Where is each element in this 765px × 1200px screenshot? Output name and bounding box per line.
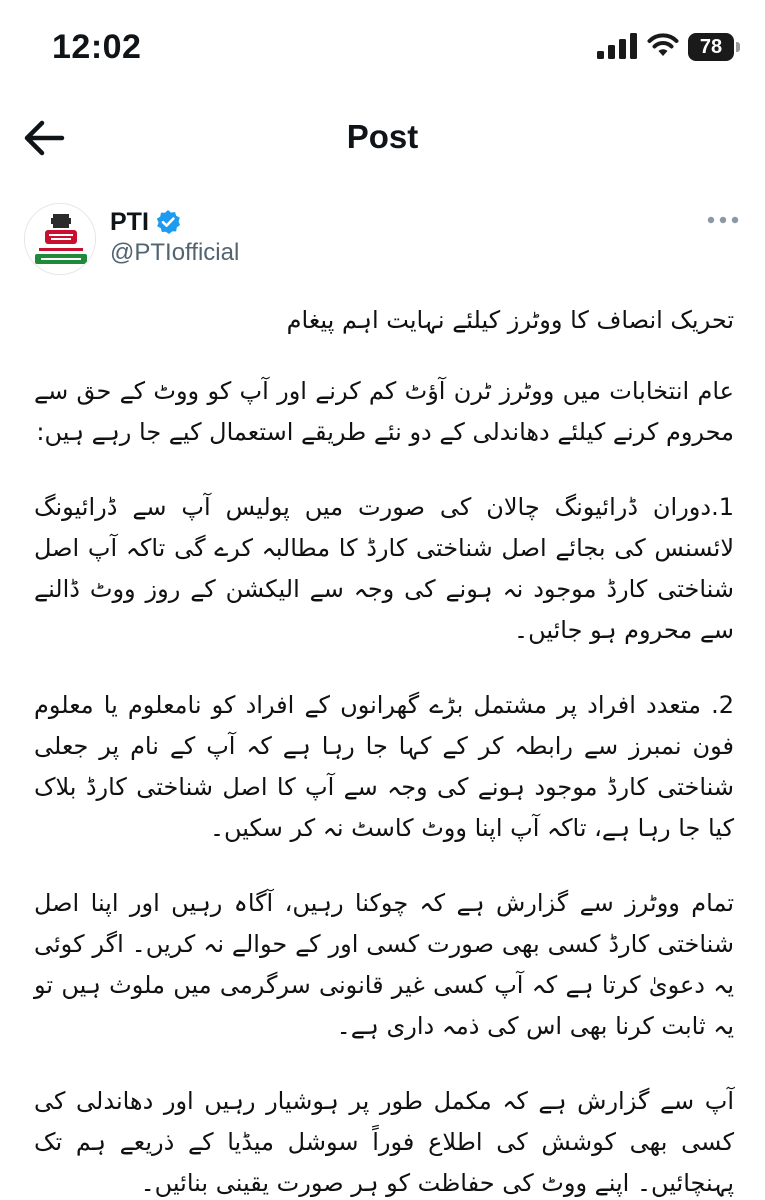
post-paragraph-point-1: 1.دوران ڈرائیونگ چالان کی صورت میں پولیس آپ سے ڈرائیونگ لائسنس کی بجائے اصل شناختی کارڈ کا مطالبہ کرے گی تاکہ آپ اصل شناختی کارڈ موجود نہ ہونے کی وجہ سے الیکشن کے روز ووٹ ڈالنے سے محروم ہو جائیں۔ bbox=[34, 493, 734, 644]
pti-logo-icon bbox=[25, 204, 96, 275]
arrow-left-icon[interactable] bbox=[22, 118, 66, 158]
post-paragraph-point-2: 2. متعدد افراد پر مشتمل بڑے گھرانوں کے افراد کو نامعلوم یا معلوم فون نمبرز سے رابطہ کر کے کہا جا رہا ہے کہ آپ کے نام پر جعلی شناختی کارڈ موجود ہونے کی وجہ سے آپ کا اصل شناختی کارڈ بلاک کیا جا رہا ہے، تاکہ آپ اپنا ووٹ کاسٹ نہ کر سکیں۔ bbox=[34, 691, 734, 842]
author-name[interactable]: PTI bbox=[110, 208, 149, 236]
verified-badge-icon bbox=[155, 209, 181, 235]
top-nav bbox=[0, 100, 765, 180]
post-heading: تحریک انصاف کا ووٹرز کیلئے نہایت اہم پیغام bbox=[286, 306, 734, 334]
post-paragraph-intro: عام انتخابات میں ووٹرز ٹرن آؤٹ کم کرنے اور آپ کو ووٹ کے حق سے محروم کرنے کیلئے دھاندلی کے دو نئے طریقے استعمال کیے جا رہے ہیں: bbox=[34, 377, 734, 446]
post-paragraph-request: آپ سے گزارش ہے کہ مکمل طور پر ہوشیار رہیں اور دھاندلی کی کسی بھی کوشش کی اطلاع فوراً سوشل میڈیا کے ذریعے ہم تک پہنچائیں۔ اپنے ووٹ کی حفاظت کو ہر صورت یقینی بنائیں۔ bbox=[34, 1087, 734, 1197]
wifi-icon bbox=[646, 31, 680, 59]
status-bar bbox=[0, 0, 765, 100]
battery-tip bbox=[736, 42, 740, 52]
status-time: 12:02 bbox=[52, 28, 142, 66]
battery-icon bbox=[688, 33, 740, 61]
more-options-icon[interactable] bbox=[706, 215, 740, 225]
page-title: Post bbox=[346, 118, 419, 155]
battery-level: 78 bbox=[688, 33, 734, 61]
signal-icon bbox=[597, 33, 637, 59]
post-text bbox=[34, 300, 734, 1200]
post-author bbox=[0, 195, 765, 285]
post-paragraph-warning: تمام ووٹرز سے گزارش ہے کہ چوکنا رہیں، آگاہ رہیں اور اپنا اصل شناختی کارڈ کسی بھی صورت کسی اور کے حوالے نہ کریں۔ اگر کوئی یہ دعویٰ کرتا ہے کہ آپ کسی غیر قانونی سرگرمی میں ملوث ہیں تو یہ ثابت کرنا بھی اس کی ذمہ داری ہے۔ bbox=[34, 889, 734, 1040]
author-handle[interactable]: @PTIofficial bbox=[110, 239, 240, 266]
avatar[interactable] bbox=[24, 203, 96, 275]
